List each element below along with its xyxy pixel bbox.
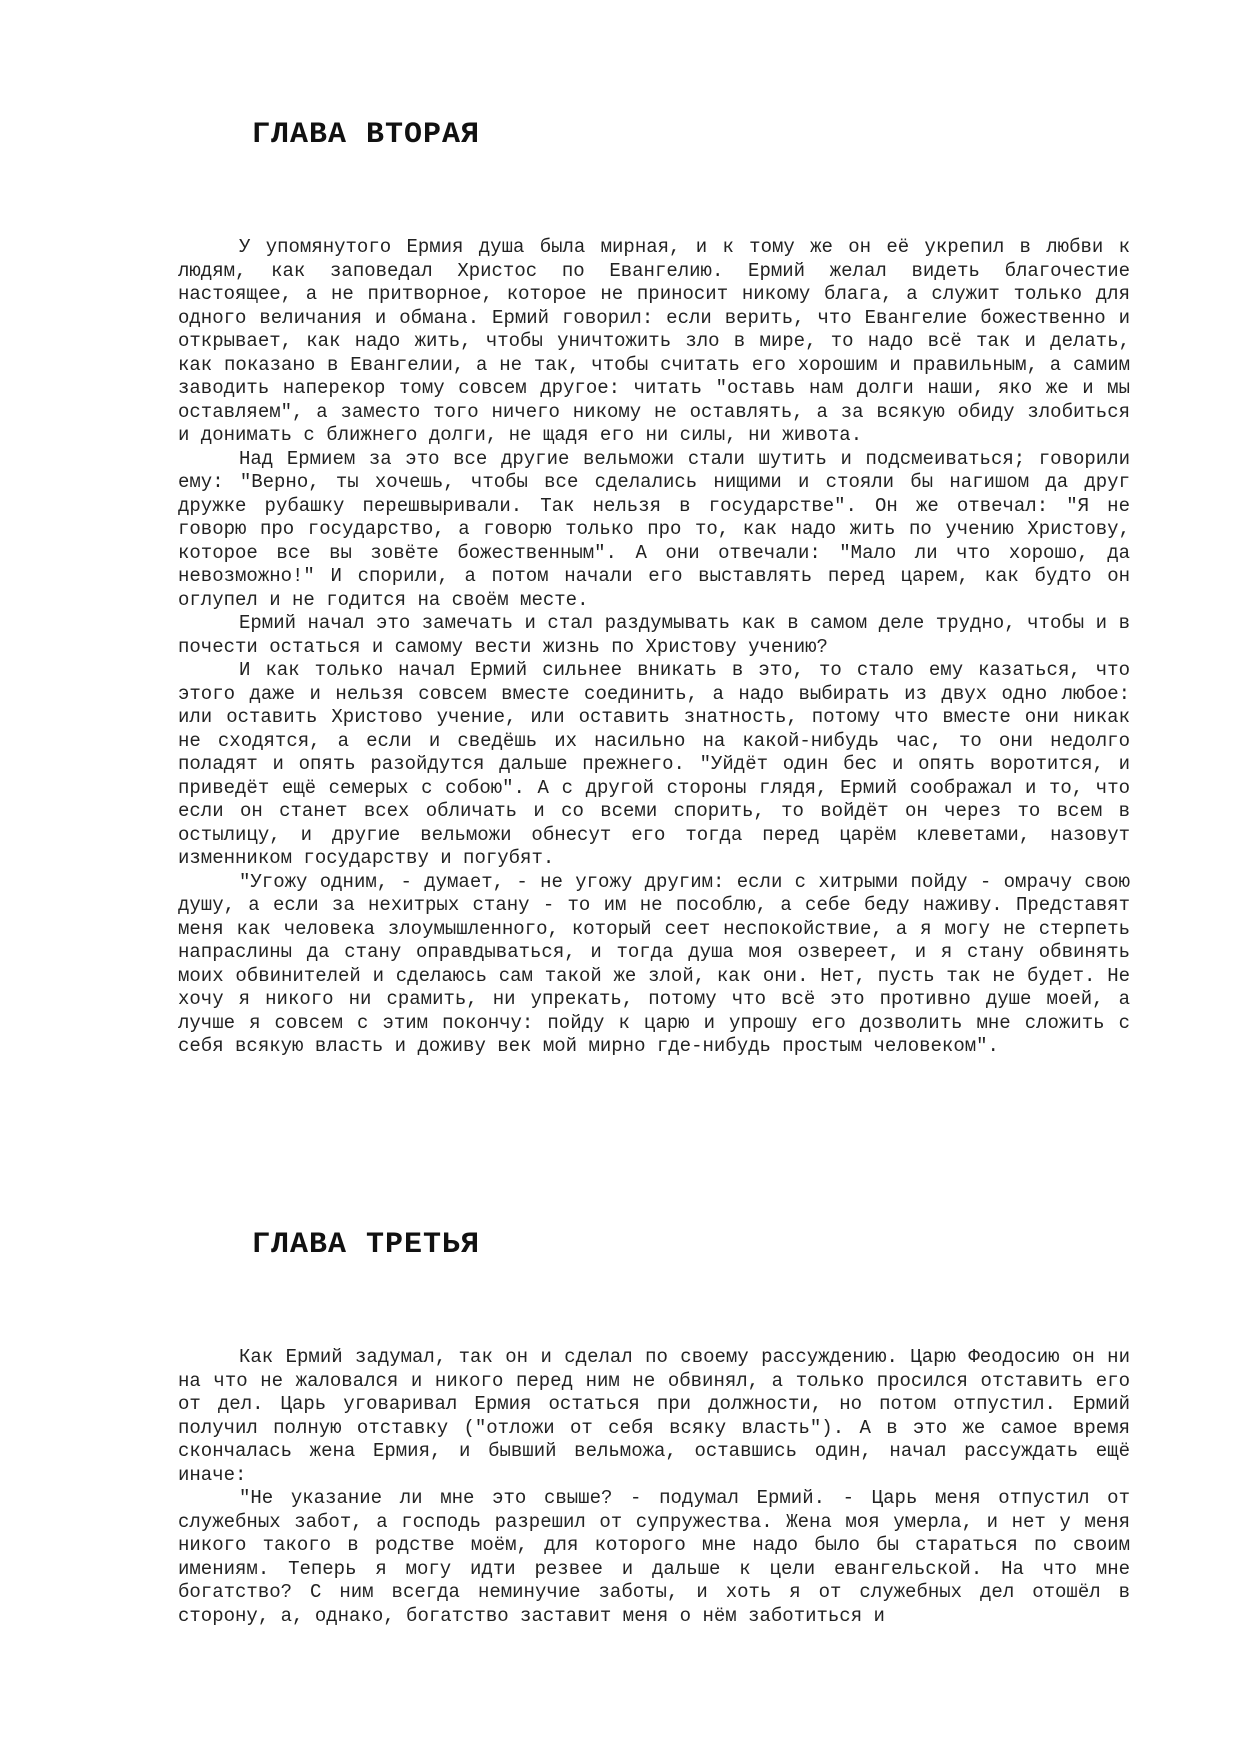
chapter-two-text — [178, 236, 1130, 1059]
chapter-two-paragraph-2: Над Ермием за это все другие вельможи стали шутить и подсмеиваться; говорили ему: "Верно, ты хочешь, чтобы все сделались нищими и стояли бы нагишом да друг дружке рубашку перешвыривали. Так нельзя в государстве". Он же отвечал: "Я не говорю про государство, а говорю только про то, как надо жить по учению Христову, которое все вы зовёте божественным". А они отвечали: "Мало ли что хорошо, да невозможно!" И спорили, а потом начали его выставлять перед царем, как будто он оглупел и не годится на своём месте. — [178, 447, 1130, 611]
chapter-three-paragraph-2: "Не указание ли мне это свыше? - подумал Ермий. - Царь меня отпустил от служебных забот, а господь разрешил от супружества. Жена моя умерла, и нет у меня никого такого в родстве моём, для которого мне надо было бы стараться по своим имениям. Теперь я могу идти резвее и дальше к цели евангельской. На что мне богатство? С ним всегда неминучие заботы, и хоть я от служебных дел отошёл в сторону, а, однако, богатство заставит меня о нём заботиться и — [178, 1487, 1130, 1627]
chapter-two-paragraph-1: У упомянутого Ермия душа была мирная, и к тому же он её укрепил в любви к людям, как заповедал Христос по Евангелию. Ермий желал видеть благочестие настоящее, а не притворное, которое не приносит никому блага, а служит только для одного величания и обмана. Ермий говорил: если верить, что Евангелие божественно и открывает, как надо жить, чтобы уничтожить зло в мире, то надо всё так и делать, как показано в Евангелии, а не так, чтобы считать его хорошим и правильным, а самим заводить наперекор тому совсем другое: читать "оставь нам долги наши, яко же и мы оставляем", а заместо того ничего никому не оставлять, а за всякую обиду злобиться и донимать с ближнего долги, не щадя его ни силы, ни живота. — [178, 236, 1130, 446]
chapter-two-paragraph-4: И как только начал Ермий сильнее вникать в это, то стало ему казаться, что этого даже и нельзя совсем вместе соединить, а надо выбирать из двух одно любое: или оставить Христово учение, или оставить знатность, потому что вместе они никак не сходятся, а если и сведёшь их насильно на какой-нибудь час, то они недолго поладят и опять разойдутся дальше прежнего. "Уйдёт один бес и опять воротится, и приведёт ещё семерых с собою". А с другой стороны глядя, Ермий соображал и то, что если он станет всех обличать и со всеми спорить, то войдёт он через то всем в остылицу, и другие вельможи обнесут его тогда перед царём клеветами, назовут изменником государству и погубят. — [178, 659, 1130, 869]
chapter-two-title: ГЛАВА ВТОРАЯ — [252, 118, 481, 152]
chapter-two-paragraph-5: "Угожу одним, - думает, - не угожу другим: если с хитрыми пойду - омрачу свою душу, а если за нехитрых стану - то им не пособлю, а себе беду наживу. Представят меня как человека злоумышленного, который сеет неспокойствие, а я могу не стерпеть напраслины да стану оправдываться, и тогда душа моя озвереет, и я стану обвинять моих обвинителей и сделаюсь сам такой же злой, как они. Нет, пусть так не будет. Не хочу я никого ни срамить, ни упрекать, потому что всё это противно душе моей, а лучше я совсем с этим покончу: пойду к царю и упрошу его дозволить мне сложить с себя всякую власть и доживу век мой мирно где-нибудь простым человеком". — [178, 870, 1130, 1057]
chapter-three-title: ГЛАВА ТРЕТЬЯ — [252, 1228, 481, 1262]
chapter-three-paragraph-1: Как Ермий задумал, так он и сделал по своему рассуждению. Царю Феодосию он ни на что не жаловался и никого перед ним не обвинял, а только просился отставить его от дел. Царь уговаривал Ермия остаться при должности, но потом отпустил. Ермий получил полную отставку ("отложи от себя всяку власть"). А в это же самое время скончалась жена Ермия, и бывший вельможа, оставшись один, начал рассуждать ещё иначе: — [178, 1346, 1130, 1486]
chapter-two-paragraph-3: Ермий начал это замечать и стал раздумывать как в самом деле трудно, чтобы и в почести остаться и самому вести жизнь по Христову учению? — [178, 612, 1130, 658]
chapter-three-text — [178, 1346, 1130, 1628]
